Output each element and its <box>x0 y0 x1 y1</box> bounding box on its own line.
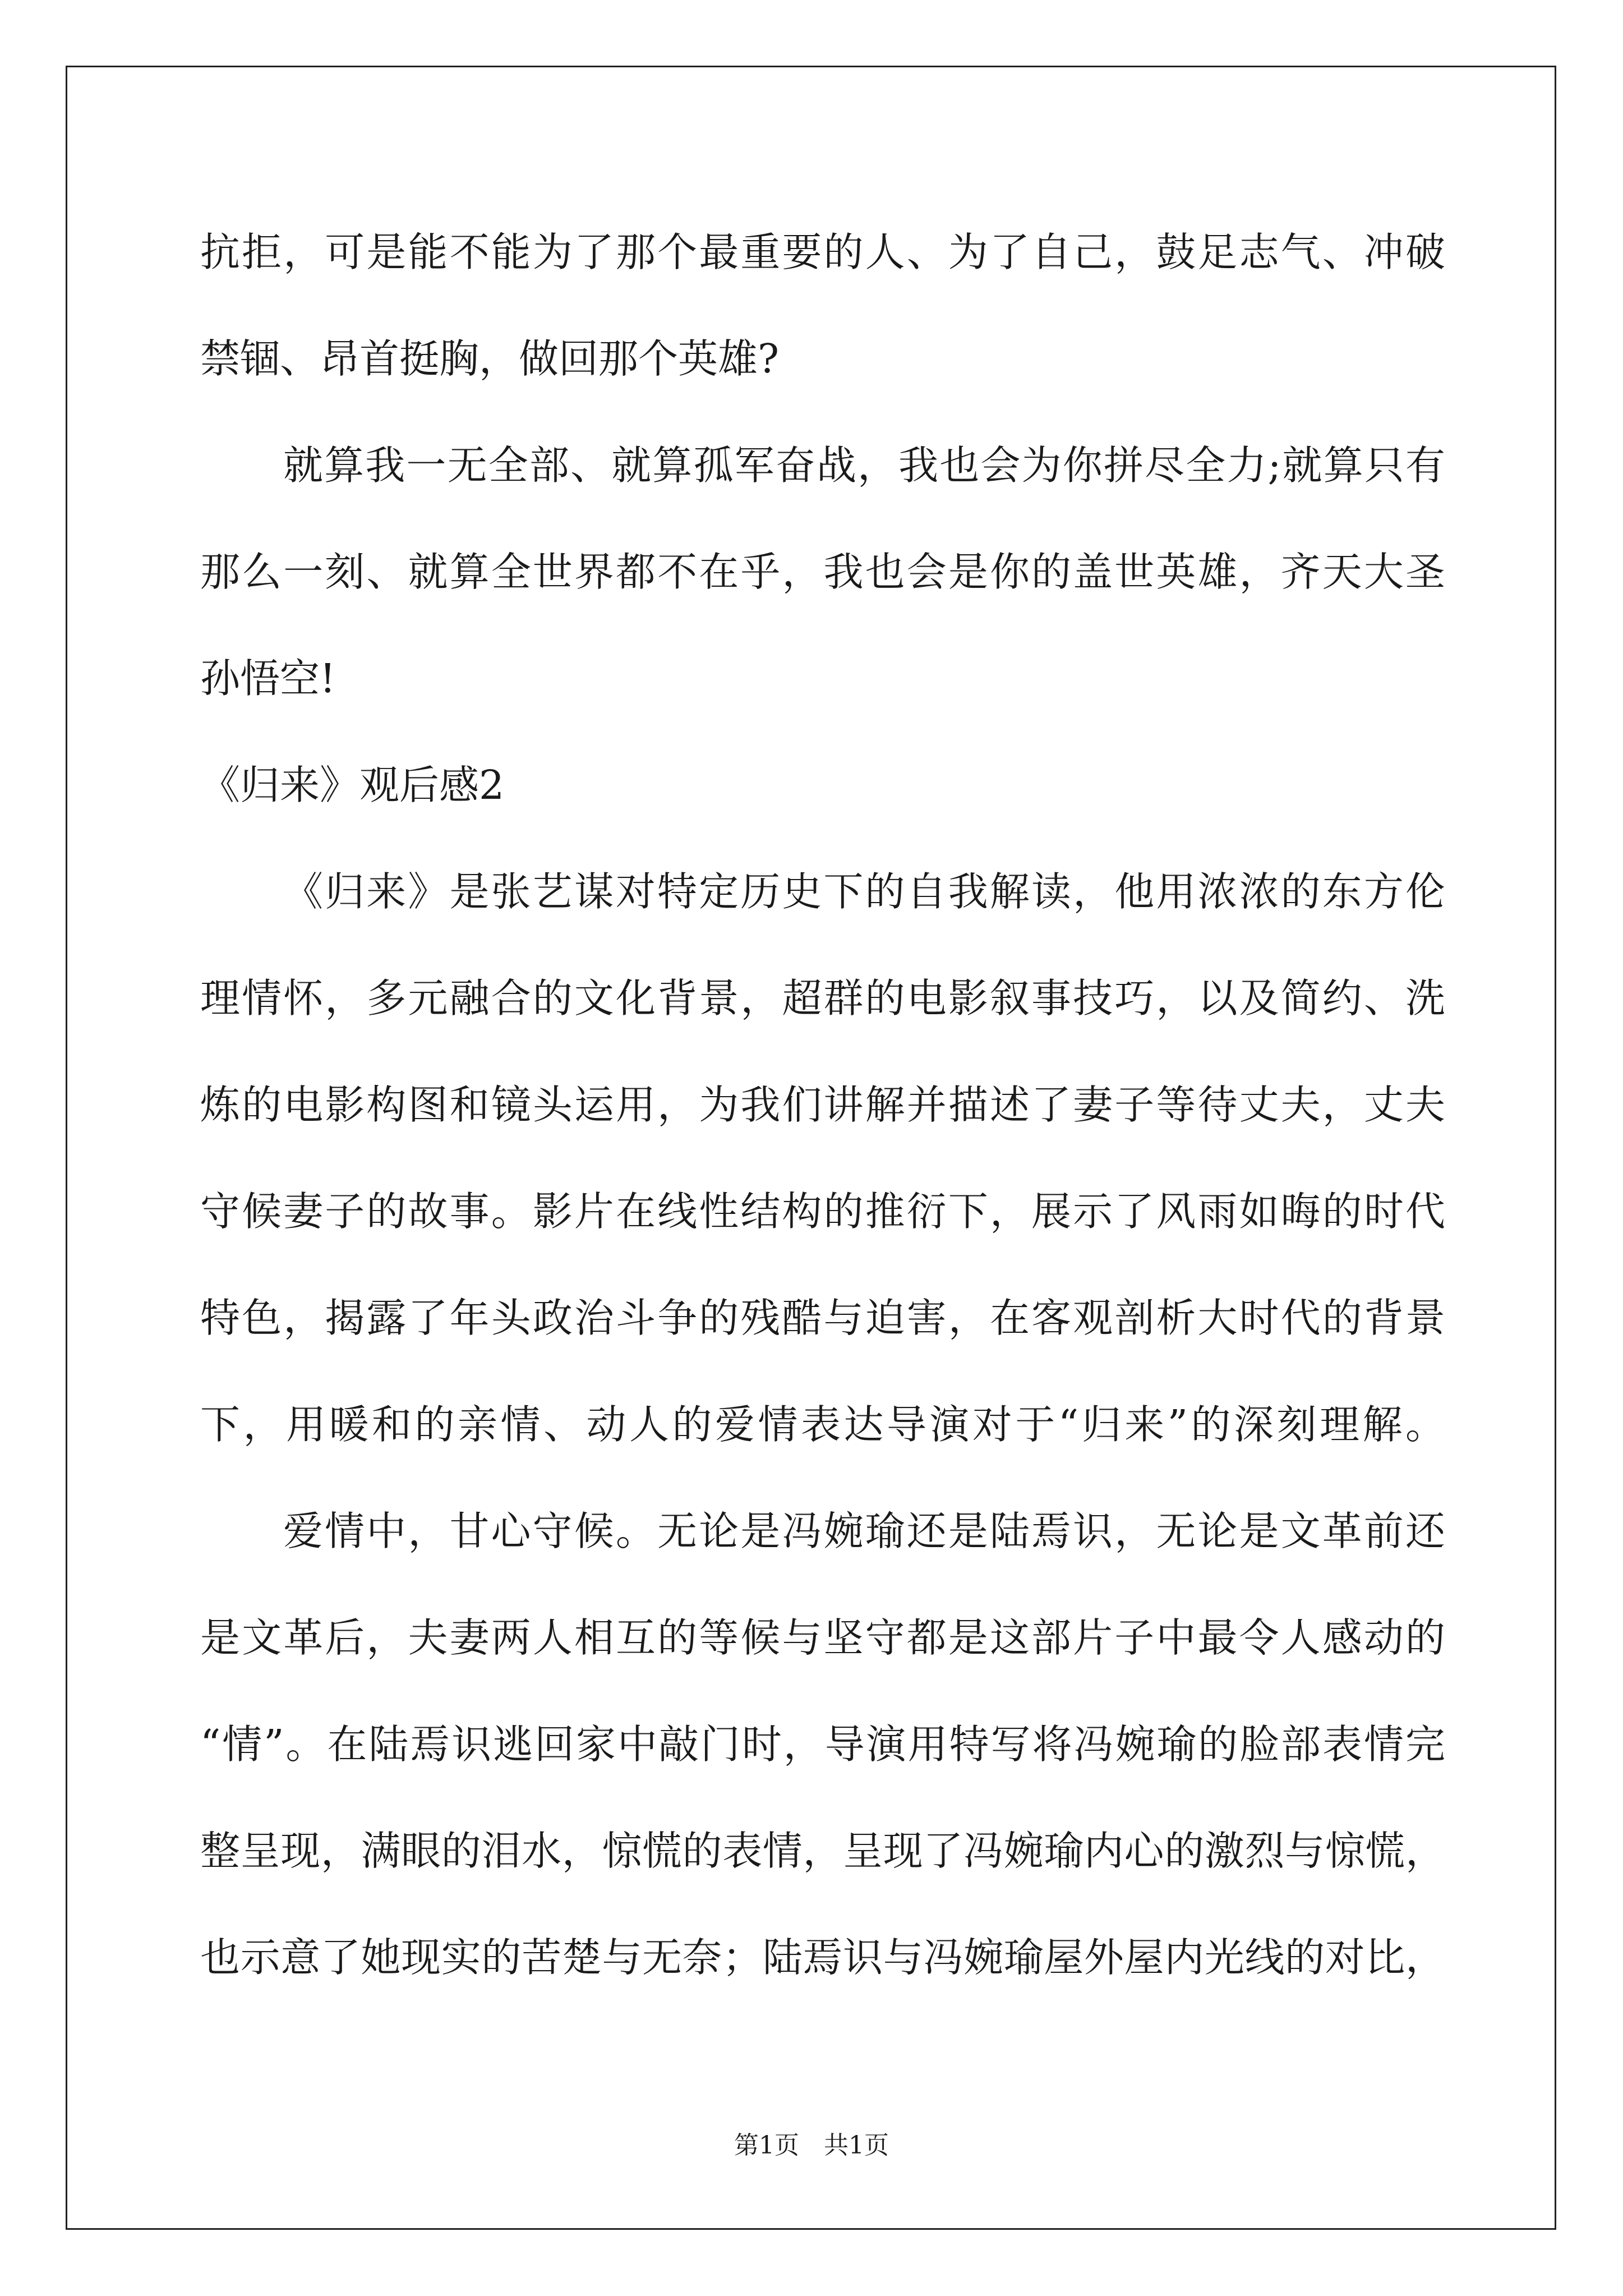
text-line: 禁锢、昂首挺胸，做回那个英雄? <box>200 335 780 382</box>
paragraph-start-line: 爱情中，甘心守候。无论是冯婉瑜还是陆焉识，无论是文革前还 <box>283 1508 1445 1554</box>
text-line: 理情怀，多元融合的文化背景，超群的电影叙事技巧，以及简约、洗 <box>200 975 1445 1022</box>
paragraph-start-line: 《归来》是张艺谋对特定历史下的自我解读，他用浓浓的东方伦 <box>283 868 1445 915</box>
text-line: 特色，揭露了年头政治斗争的残酷与迫害，在客观剖析大时代的背景 <box>200 1295 1445 1341</box>
text-line: 整呈现，满眼的泪水，惊慌的表情，呈现了冯婉瑜内心的激烈与惊慌， <box>200 1828 1445 1874</box>
text-line: 下，用暖和的亲情、动人的爱情表达导演对于“归来”的深刻理解。 <box>200 1401 1445 1448</box>
text-line: “情”。在陆焉识逃回家中敲门时，导演用特写将冯婉瑜的脸部表情完 <box>200 1721 1445 1768</box>
text-line: 炼的电影构图和镜头运用，为我们讲解并描述了妻子等待丈夫，丈夫 <box>200 1082 1445 1128</box>
text-line: 守候妻子的故事。影片在线性结构的推衍下，展示了风雨如晦的时代 <box>200 1188 1445 1235</box>
text-line: 是文革后，夫妻两人相互的等候与坚守都是这部片子中最令人感动的 <box>200 1614 1445 1661</box>
text-line: 也示意了她现实的苦楚与无奈；陆焉识与冯婉瑜屋外屋内光线的对比， <box>200 1934 1445 1981</box>
page-number-footer: 第1页 共1页 <box>734 2131 889 2160</box>
document-body <box>200 224 1445 2036</box>
text-line: 那么一刻、就算全世界都不在乎，我也会是你的盖世英雄，齐天大圣 <box>200 549 1445 595</box>
text-line: 抗拒，可是能不能为了那个最重要的人、为了自己，鼓足志气、冲破 <box>200 229 1445 275</box>
section-heading: 《归来》观后感2 <box>200 762 505 808</box>
text-line: 孙悟空! <box>200 655 336 702</box>
paragraph-start-line: 就算我一无全部、就算孤军奋战，我也会为你拼尽全力;就算只有 <box>283 442 1445 489</box>
